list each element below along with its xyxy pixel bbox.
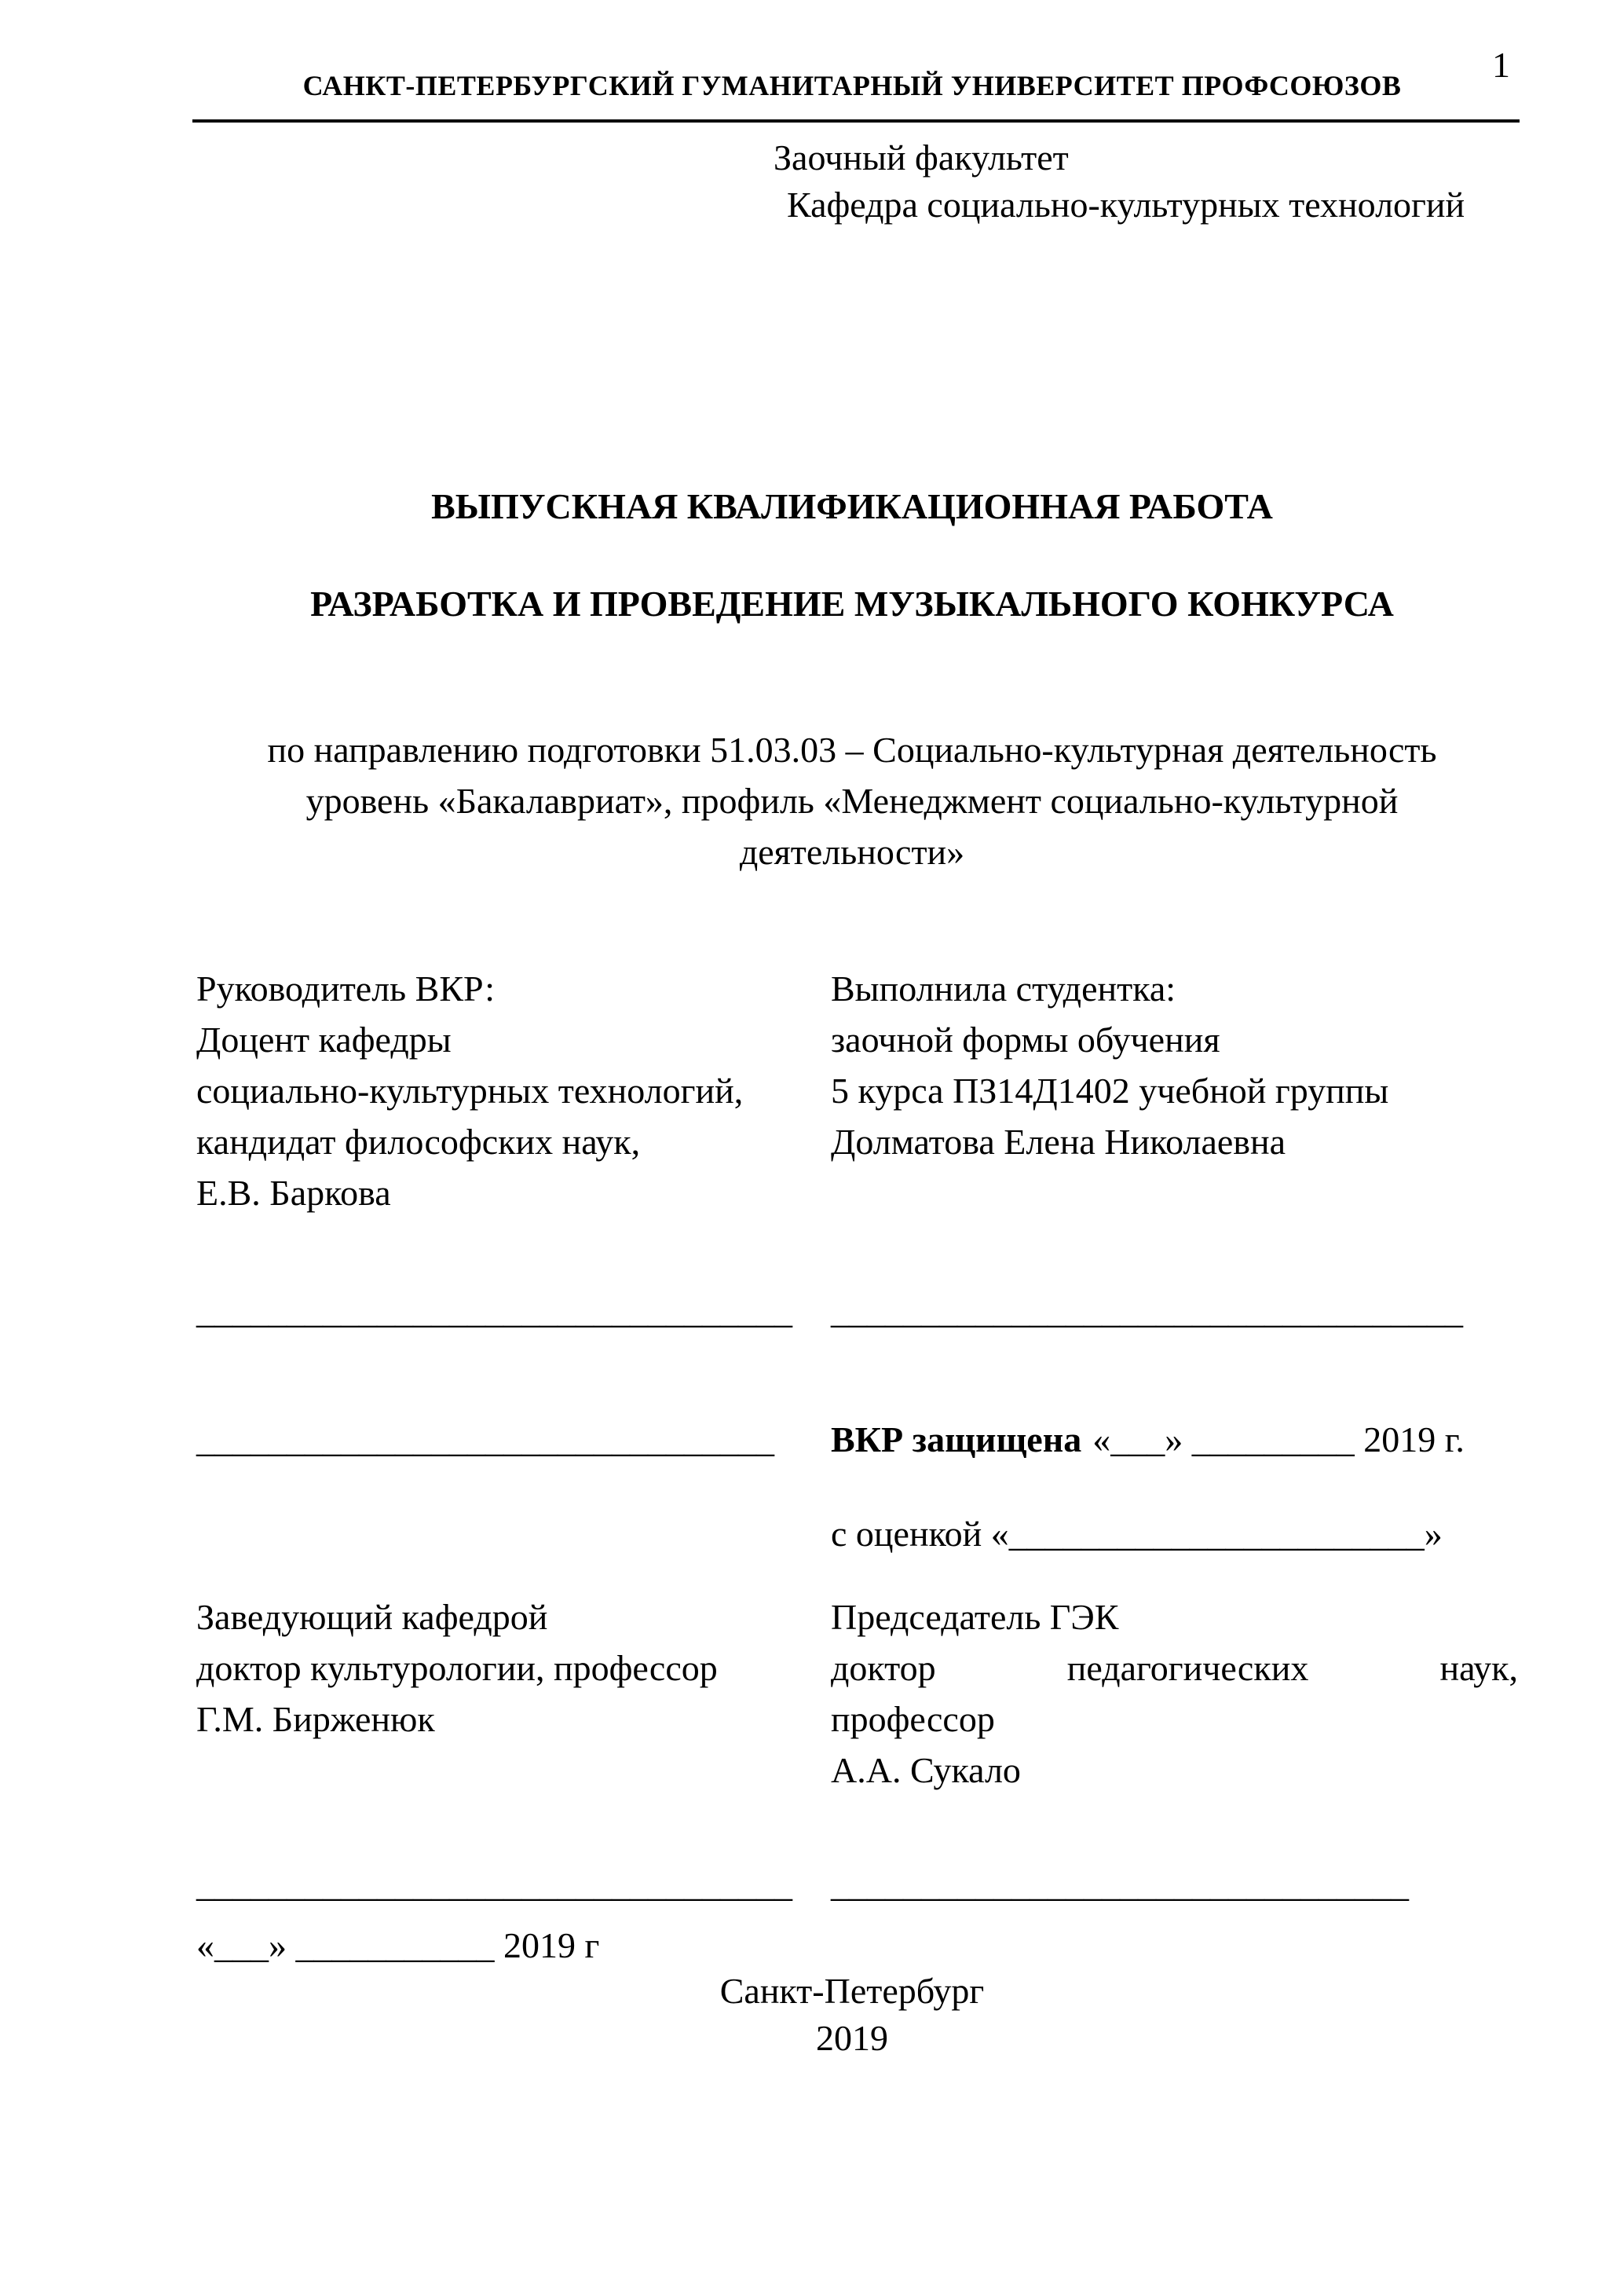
faculty-line: Заочный факультет — [774, 137, 1069, 178]
head-department-title: Заведующий кафедрой — [196, 1597, 548, 1637]
defense-date-blank: «___» _________ 2019 г. — [1092, 1419, 1465, 1459]
committee-degree-word-1: доктор — [831, 1648, 936, 1688]
student-line-2: 5 курса ПЗ14Д1402 учебной группы — [831, 1071, 1389, 1111]
supervisor-block — [196, 963, 743, 1218]
direction-paragraph — [188, 724, 1516, 877]
supervisor-signature-line: _________________________________ — [196, 1291, 792, 1331]
supervisor-line-3: кандидат философских наук, — [196, 1122, 641, 1162]
student-name: Долматова Елена Николаевна — [831, 1122, 1286, 1162]
committee-degree-word-3: наук, — [1439, 1648, 1518, 1688]
supervisor-signature-line-2: ________________________________ — [196, 1419, 774, 1459]
committee-degree-line — [831, 1642, 1518, 1694]
department-line: Кафедра социально-культурных технологий — [787, 185, 1465, 225]
committee-name: А.А. Сукало — [831, 1750, 1021, 1790]
defense-label: ВКР защищена — [831, 1419, 1082, 1459]
head-department-date-line: «___» ___________ 2019 г — [196, 1925, 600, 1965]
university-header: САНКТ-ПЕТЕРБУРГСКИЙ ГУМАНИТАРНЫЙ УНИВЕРСИТЕТ ПРОФСОЮЗОВ — [302, 70, 1402, 101]
committee-title: Председатель ГЭК — [831, 1597, 1119, 1637]
committee-rank: профессор — [831, 1699, 995, 1739]
defense-line — [831, 1414, 1465, 1465]
head-department-block — [196, 1591, 718, 1745]
work-title: РАЗРАБОТКА И ПРОВЕДЕНИЕ МУЗЫКАЛЬНОГО КОНКУРСА — [310, 584, 1394, 624]
grade-line: с оценкой «_______________________» — [831, 1514, 1443, 1554]
footer-year: 2019 — [816, 2018, 888, 2058]
direction-line-2: уровень «Бакалавриат», профиль «Менеджмент социально-культурной — [305, 781, 1399, 821]
head-department-degree: доктор культурологии, профессор — [196, 1648, 718, 1688]
committee-degree-word-2: педагогических — [1066, 1648, 1309, 1688]
supervisor-name: Е.В. Баркова — [196, 1173, 391, 1213]
work-type-title: ВЫПУСКНАЯ КВАЛИФИКАЦИОННАЯ РАБОТА — [431, 486, 1273, 526]
student-signature-line: ___________________________________ — [831, 1291, 1463, 1331]
footer-city: Санкт-Петербург — [719, 1971, 985, 2011]
supervisor-line-1: Доцент кафедры — [196, 1020, 452, 1060]
supervisor-line-2: социально-культурных технологий, — [196, 1071, 744, 1111]
direction-line-3: деятельности» — [739, 832, 965, 872]
direction-line-1: по направлению подготовки 51.03.03 – Социально-культурная деятельность — [267, 730, 1437, 770]
supervisor-label: Руководитель ВКР: — [196, 969, 496, 1009]
committee-block — [831, 1591, 1518, 1796]
student-block — [831, 963, 1388, 1167]
head-department-signature-line: _________________________________ — [196, 1864, 792, 1904]
student-label: Выполнила студентка: — [831, 969, 1176, 1009]
head-department-name: Г.М. Бирженюк — [196, 1699, 435, 1739]
student-line-1: заочной формы обучения — [831, 1020, 1220, 1060]
committee-signature-line: ________________________________ — [831, 1864, 1409, 1904]
header-rule — [192, 119, 1520, 123]
page-number: 1 — [1492, 45, 1510, 85]
